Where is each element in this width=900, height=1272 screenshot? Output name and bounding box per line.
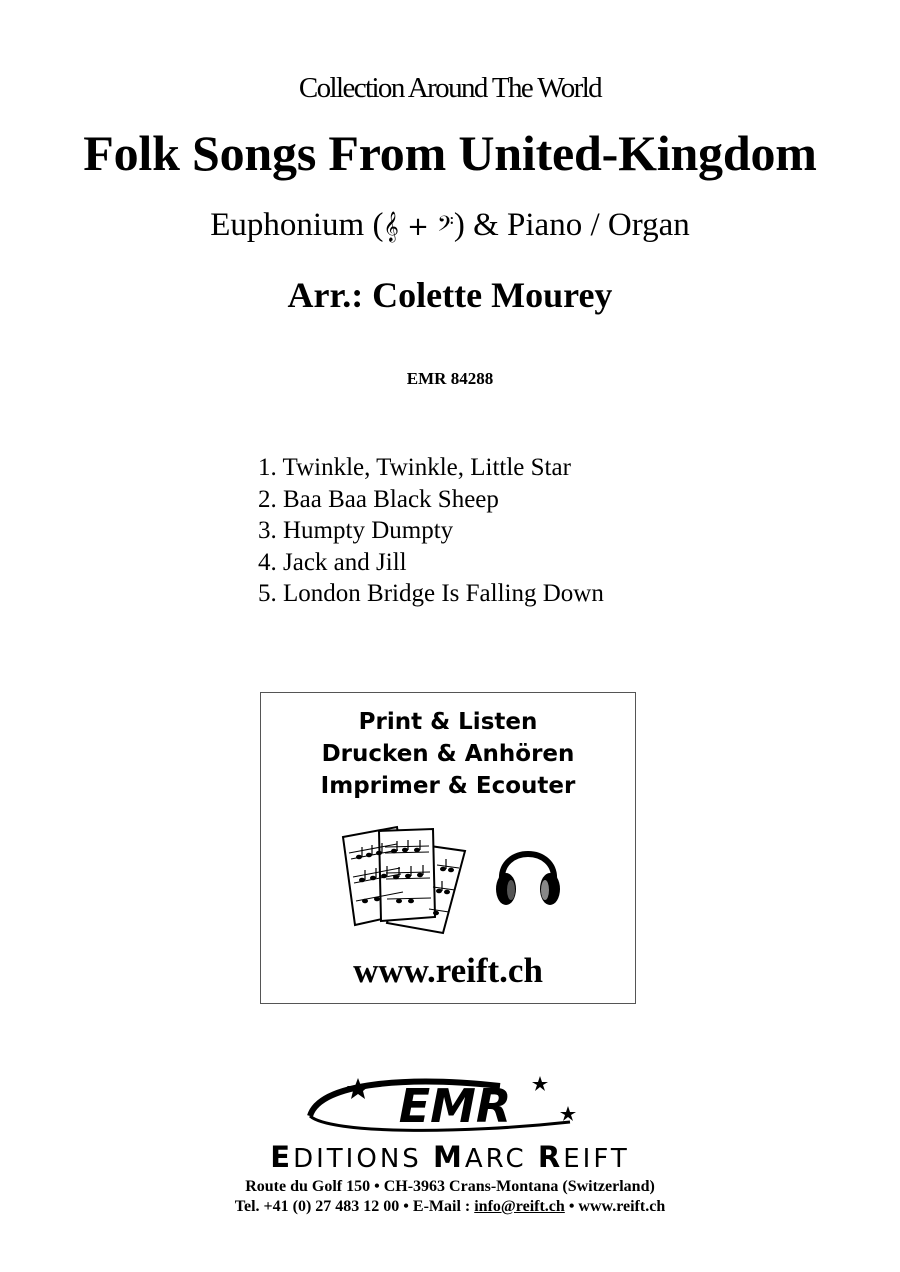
instrumentation-end: ) & Piano / Organ <box>453 207 690 243</box>
clef-symbols: 𝄞 + 𝄢 <box>383 212 454 242</box>
publisher-contact <box>0 1198 900 1216</box>
page-title: Folk Songs From United-Kingdom <box>83 125 817 181</box>
song-list <box>258 452 604 610</box>
contact-tel: Tel. +41 (0) 27 483 12 00 • E-Mail : <box>234 1198 475 1215</box>
song-item: 3. Humpty Dumpty <box>258 517 454 544</box>
publisher-address: Route du Golf 150 • CH-3963 Crans-Montana (Switzerland) <box>245 1178 655 1195</box>
sheet-music-icon <box>339 825 469 937</box>
instrumentation-start: Euphonium ( <box>210 207 384 243</box>
promo-line-german: Drucken & Anhören <box>321 741 575 767</box>
emr-logo-text: EMR <box>398 1079 512 1133</box>
publisher-name: EDITIONS MARC REIFT <box>270 1140 630 1174</box>
email-link[interactable]: info@reift.ch <box>474 1198 565 1215</box>
catalog-number: EMR 84288 <box>406 369 494 388</box>
contact-website: • www.reift.ch <box>564 1198 666 1215</box>
emr-logo <box>300 1072 600 1142</box>
song-item: 2. Baa Baa Black Sheep <box>258 485 499 513</box>
song-item: 4. Jack and Jill <box>258 548 407 576</box>
promo-line-english: Print & Listen <box>358 709 538 735</box>
promo-url[interactable]: www.reift.ch <box>353 951 543 990</box>
headphones-icon <box>493 833 563 913</box>
series-title: Collection Around The World <box>298 72 602 104</box>
arranger: Arr.: Colette Mourey <box>287 275 613 315</box>
song-item: 1. Twinkle, Twinkle, Little Star <box>258 454 571 481</box>
promo-line-french: Imprimer & Ecouter <box>320 773 576 799</box>
instrumentation <box>0 207 900 244</box>
print-listen-box <box>260 692 636 1004</box>
song-item: 5. London Bridge Is Falling Down <box>258 580 604 607</box>
